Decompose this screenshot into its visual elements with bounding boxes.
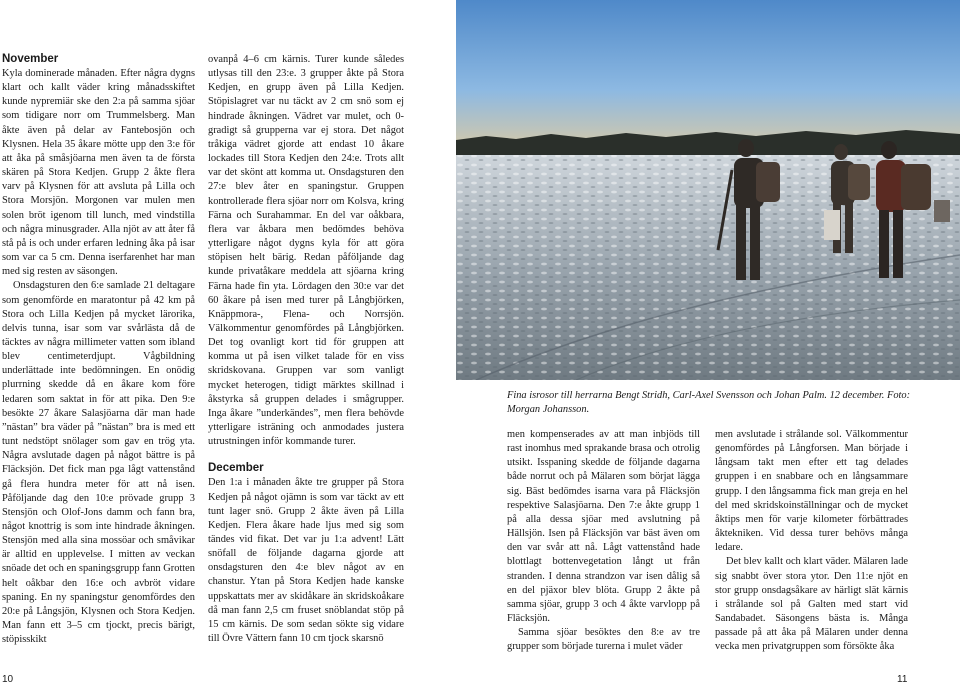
section-heading-november: November bbox=[2, 53, 59, 65]
paragraph: Den 1:a i månaden åkte tre grupper på Stora Kedjen på något ojämn is som var täckt av ett tunt lager snö. Grupp 2 åkte även på Lilla Kedjen. Flera åkare hade ljus med sig som tändes vid fikat. Det var ju 1:a advent! Lätt snöfall de följande dagarna gjorde att onsdagsturen den 4:e blev något av en chanstur. Ytan på Stora Kedjen hade kanske uppskattats mer av skidåkare än skridskoåkare då man fann 2,5 cm fruset snöblandat stöp på 15 cm kärnis. De som sedan sökte sig vidare till Övre Vättern fann 10 cm tjock skarsnö bbox=[208, 477, 404, 645]
left-column bbox=[2, 48, 195, 647]
paragraph: men kompenserades av att man inbjöds till rast inomhus med sprakande brasa och otrolig utsikt. Isspaning skedde de följande dagarna både norrut och på Mälaren som börjat lägga sig. Bäst bedömdes isarna vara på Fläcksjön respektive Salasjöarna. Den 7:e åkte grupp 1 på alla dessa sjöar med avslutning på Hällsjön. Isen på Fläcksjön var bäst även om den var svår att nå. Lågt vattenstånd hade blottlagt bottenvegetation långt ut från stranden. I denna strandzon var isen dålig så en del pjäxor blev blöta. Grupp 2 åkte på samma sjöar, grupp 3 och 4 åkte varvlopp på Fläcksjön. bbox=[507, 429, 700, 625]
page-number-left: 10 bbox=[2, 674, 14, 685]
photo-skaters-on-ice bbox=[456, 0, 960, 380]
middle-column bbox=[208, 53, 404, 646]
right-column-b bbox=[715, 428, 908, 655]
paragraph: men avslutade i strålande sol. Välkommentur genomfördes på Långforsen. Man började i långsam takt men efter ett tag delades gruppen i en snabbare och en långsammare grupp. I den långsamma fick man greja en hel del med skridskoinställningar och de mycket åktips men för varje kilometer förbättrades åktekniken. Vid dessa turer behövs många ledare. bbox=[715, 429, 908, 554]
paragraph: Onsdagsturen den 6:e samlade 21 deltagare som genomförde en maratontur på 42 km på Stora och Lilla Kedjen på mycket lärorika, delvis tunna, isar som var svårlästa då de täcktes av några millimeter vatten som ibland blev centimeterdjupt. Vågbildning underlättade inte bedömningen. En onödig plurrning skedde då en åkare kom före ledaren som saktat in för att pika. Den 9:e besökte 27 åkare Salasjöarna där man hade ”nästan” bra väder på ”nästan” bra is med ett tunt nedstöpt snölager som gav en trög yta. Några avslutade dagen på något bättre is på Fläcksjön. Det fick man pga lågt vattenstånd gå flera hundra meter för att nå isen. Påföljande dag den 10:e prövade grupp 3 Stensjön och Olof-Jons damm och fann bra, något knottrig is som inte hindrade åkningen. Stensjön med alla sina mossöar och småvikar är alltid en upplevelse. I mitten av veckan snöade det och en spaningsgrupp fann Grotten helt oåkbar den 16:e och avbröt vidare spaning. En ny spaningstur genomfördes den 20:e på Långsjön, Klysnen och Stora Kedjen. Man fann ett 3–5 cm tjockt, precis bärigt, stöpisskikt bbox=[2, 280, 195, 646]
right-column-a bbox=[507, 428, 700, 655]
paragraph: ovanpå 4–6 cm kärnis. Turer kunde således utlysas till den 23:e. 3 grupper åkte på Stora Kedjen, en grupp även på Lilla Kedjen. Stöpislagret var nu täckt av 2 cm snö som ej hindrade åkningen. Vädret var mulet, och 0-gradigt så grupperna var ej stora. Det något tråkiga vädret gjorde att endast 10 åkare lockades till Stora Kedjen den 24:e. Trots allt var det skönt att komma ut. Onsdagsturen den 27:e blev åter en spaningstur. Gruppen kontrollerade flera sjöar norr om Kolsva, kring Färna och Surahammar. En del var oåkbara, flera var åkbara men bedömdes behöva ytterligare något dygns kyla för att göra stöpisen helt bärig. Redan påföljande dag kunde privatåkare meddela att sjöarna kring Färna hade fin yta. Lördagen den 30:e var det 60 åkare på isen med turer på Långbjörken, Knäppmora-, Flena- och Norrsjön. Välkommentur genomfördes på Långbjörken. Det tog ovanligt kort tid för gruppen att komma ut på isen vilket talade för en viss skridskovana. Gruppen var som vanligt mycket heterogen, tidigt märktes skillnad i åkstyrka så gruppen delades i smågrupper. Inga åkare ”underkändes”, men flera behövde ytterligare isträning och anmodades justera utrustningen inför kommande turer. bbox=[208, 54, 404, 448]
paragraph: Kyla dominerade månaden. Efter några dygns klart och kallt väder kring månadsskiftet kunde nypremiär ske den 2:a på samma sjöar som tidigare norr om Trummelsberg. Man åkte även på delar av Fantebosjön och Klysnen. Hela 35 åkare mötte upp den 3:e för att åka på småsjöarna men även ta de första skären på Stora Kedjen. Grupp 2 åkte flera varv på Klysnen för att avsluta på Lilla och Stora Morsjön. Morgonen var mulen men solen bröt igenom till lunch, med vindstilla och några minusgrader. Alla njöt av att åter få stå på is och under erfaren ledning åka på isar som var ca 5 cm. Denna iserfarenhet har man med sig resten av säsongen. bbox=[2, 68, 195, 278]
paragraph: Samma sjöar besöktes den 8:e av tre grupper som började turerna i mulet väder bbox=[507, 627, 700, 653]
section-heading-december: December bbox=[208, 462, 264, 475]
photo-caption: Fina isrosor till herrarna Bengt Stridh, Carl-Axel Svensson och Johan Palm. 12 december. Foto: Morgan Johansson. bbox=[507, 390, 911, 415]
page-number-right: 11 bbox=[897, 674, 908, 685]
photo-illustration bbox=[456, 0, 960, 380]
paragraph: Det blev kallt och klart väder. Mälaren lade sig snabbt över stora ytor. Den 11:e njöt en stor grupp onsdagsåkare av härligt slät kärnis i strålande sol på Galten med start vid Sandabadet. Säsongens bästa is. Många passade på att åka på Mälaren under denna vecka men privatgruppen som försökte åka bbox=[715, 556, 908, 653]
